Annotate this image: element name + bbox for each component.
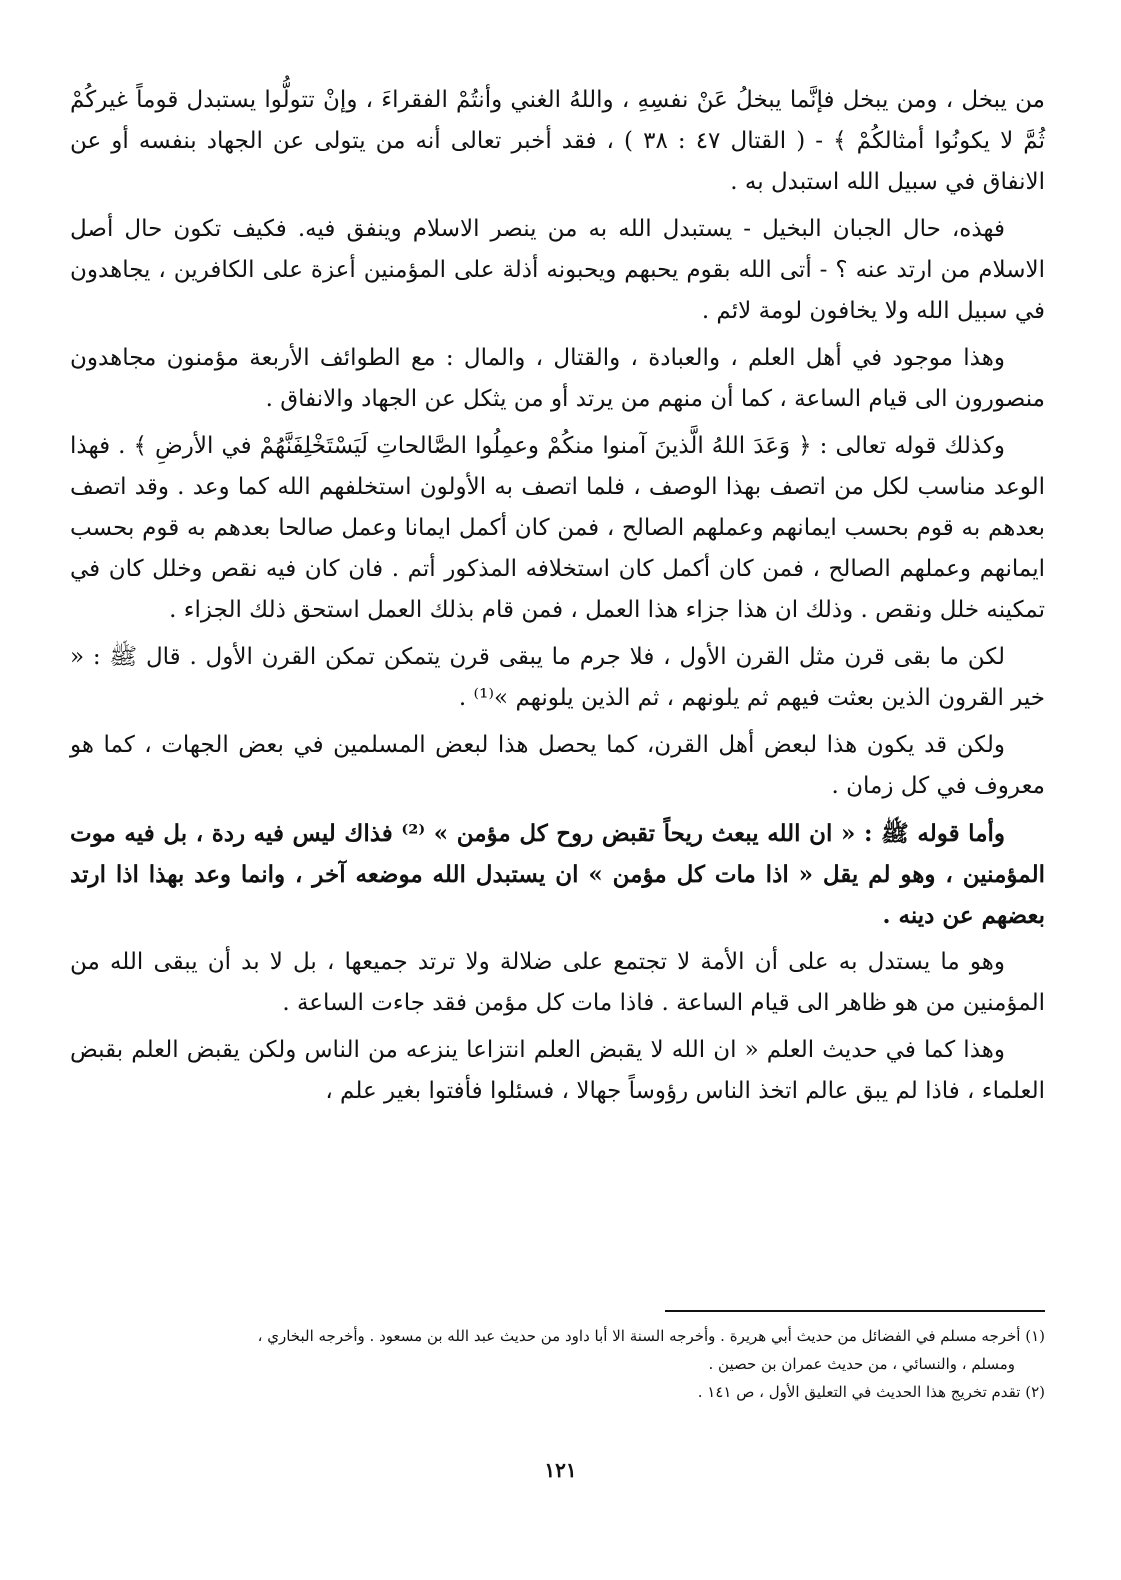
paragraph-7: وأما قوله ﷺ : « ان الله يبعث ريحاً تقبض روح كل مؤمن » ⁽²⁾ فذاك ليس فيه ردة ، بل فيه موت المؤمنين ، وهو لم يقل « اذا مات كل مؤمن » ان يستبدل الله موضعه آخر ، وانما وعد بهذا اذا ارتد بعضهم عن دينه . [70, 820, 1045, 929]
footnote-2: (٢) تقدم تخريج هذا الحديث في التعليق الأول ، ص ١٤١ . [697, 1383, 1045, 1401]
footnote-1: (١) أخرجه مسلم في الفضائل من حديث أبي هريرة . وأخرجه السنة الا أبا داود من حديث عبد الله بن مسعود . وأخرجه البخاري ، [257, 1327, 1045, 1345]
footnotes [70, 1322, 1045, 1406]
footnote-1-continued: ومسلم ، والنسائي ، من حديث عمران بن حصين . [708, 1355, 1015, 1373]
paragraph-6: ولكن قد يكون هذا لبعض أهل القرن، كما يحصل هذا لبعض المسلمين في بعض الجهات ، كما هو معروف في كل زمان . [70, 732, 1045, 799]
paragraph-5: لكن ما بقى قرن مثل القرن الأول ، فلا جرم ما يبقى قرن يتمكن تمكن القرن الأول . قال ﷺ : « خير القرون الذين بعثت فيهم ثم يلونهم ، ثم الذين يلونهم »⁽¹⁾ . [70, 644, 1045, 711]
paragraph-3: وهذا موجود في أهل العلم ، والعبادة ، والقتال ، والمال : مع الطوائف الأربعة مؤمنون مجاهدون منصورون الى قيام الساعة ، كما أن منهم من يرتد أو من يثكل عن الجهاد والانفاق . [70, 345, 1045, 412]
paragraph-8: وهو ما يستدل به على أن الأمة لا تجتمع على ضلالة ولا ترتد جميعها ، بل لا بد أن يبقى الله من المؤمنين من هو ظاهر الى قيام الساعة . فاذا مات كل مؤمن فقد جاءت الساعة . [70, 949, 1045, 1016]
footnote-divider [665, 1310, 1045, 1312]
paragraph-4: وكذلك قوله تعالى : ﴿ وَعَدَ اللهُ الَّذينَ آمنوا منكُمْ وعمِلُوا الصَّالحاتِ لَيَسْتَخْلِفَنَّهُمْ في الأرضِ ﴾ . فهذا الوعد مناسب لكل من اتصف بهذا الوصف ، فلما اتصف به الأولون استخلفهم الله كما وعد . وقد اتصف بعدهم به قوم بحسب ايمانهم وعملهم الصالح ، فمن كان أكمل ايمانا وعمل صالحا بعدهم به قوم بحسب ايمانهم وعملهم الصالح ، فمن كان أكمل كان استخلافه المذكور أتم . فان كان فيه نقص وخلل كان في تمكينه خلل ونقص . وذلك ان هذا جزاء هذا العمل ، فمن قام بذلك العمل استحق ذلك الجزاء . [70, 433, 1045, 623]
paragraph-1: من يبخل ، ومن يبخل فإنَّما يبخلُ عَنْ نفسِهِ ، واللهُ الغني وأنتُمْ الفقراءَ ، وإنْ تتولُّوا يستبدل قوماً غيركُمْ ثُمَّ لا يكونُوا أمثالكُمْ ﴾ - ( القتال ٤٧ : ٣٨ ) ، فقد أخبر تعالى أنه من يتولى عن الجهاد بنفسه أو عن الانفاق في سبيل الله استبدل به . [70, 87, 1046, 195]
paragraph-9: وهذا كما في حديث العلم « ان الله لا يقبض العلم انتزاعا ينزعه من الناس ولكن يقبض العلم بقبض العلماء ، فاذا لم يبق عالم اتخذ الناس رؤوساً جهالا ، فسئلوا فأفتوا بغير علم ، [70, 1037, 1045, 1104]
main-text [70, 80, 1045, 1118]
page-number: ١٢١ [544, 1458, 577, 1482]
paragraph-2: فهذه، حال الجبان البخيل - يستبدل الله به من ينصر الاسلام وينفق فيه. فكيف تكون حال أصل الاسلام من ارتد عنه ؟ - أتى الله بقوم يحبهم ويحبونه أذلة على المؤمنين أعزة على الكافرين ، يجاهدون في سبيل الله ولا يخافون لومة لائم . [70, 216, 1045, 324]
